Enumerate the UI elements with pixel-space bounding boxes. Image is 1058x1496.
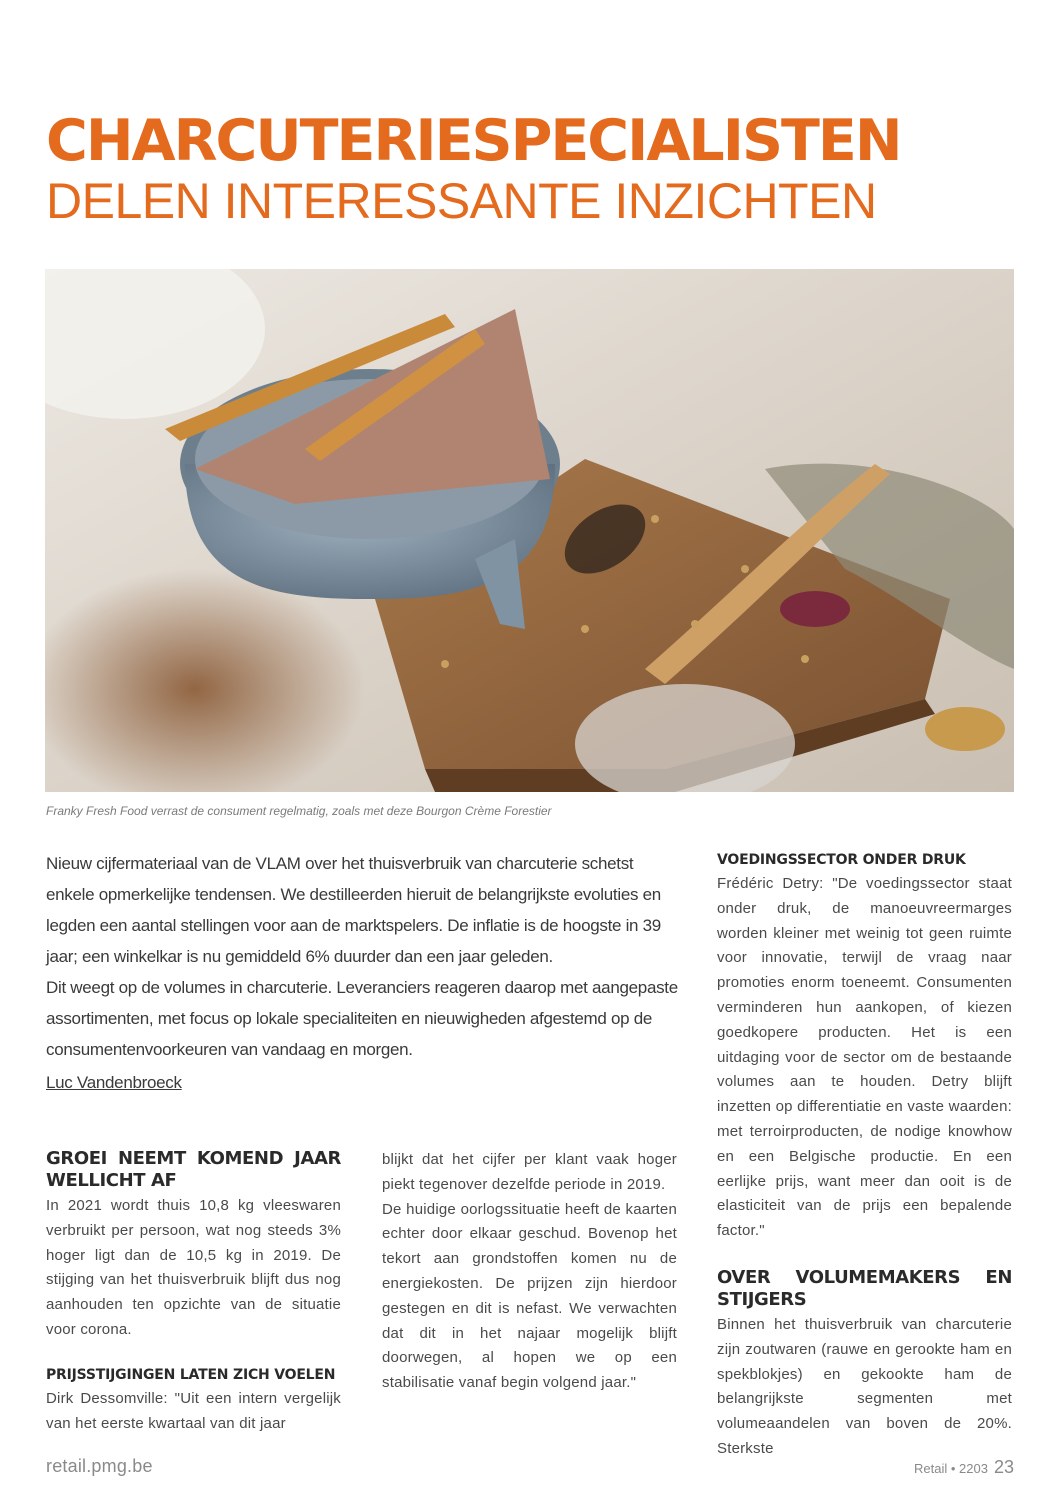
page-number: 23 — [993, 1457, 1014, 1477]
article-photo — [45, 269, 1014, 792]
website-link[interactable]: retail.pmg.be — [46, 1456, 153, 1476]
intro-paragraph-1: Nieuw cijfermateriaal van de VLAM over het thuisverbruik van charcuterie schetst enkele opmerkelijke tendensen. We destilleerden hieruit de belangrijkste evoluties en legden een aantal stellingen voor aan de marktspelers. De inflatie is de hoogste in 39 jaar; een winkelkar is nu gemiddeld 6% duurder dan een jaar geleden. — [46, 854, 661, 966]
intro-paragraph-2: Dit weegt op de volumes in charcuterie. Leveranciers reageren daarop met aangepaste assortimenten, met focus op lokale specialiteiten en nieuwigheden afgestemd op de consumentenvoorkeuren van vandaag en morgen. — [46, 978, 678, 1059]
section-heading-groei: GROEI NEEMT KOMEND JAAR WELLICHT AF — [46, 1148, 341, 1191]
col2-paragraph-1: blijkt dat het cijfer per klant vaak hoger piekt tegenover dezelfde periode in 2019. — [382, 1151, 677, 1193]
author-link[interactable]: Luc Vandenbroeck — [46, 1073, 182, 1092]
column-3 — [717, 850, 1012, 1462]
col3-paragraph-1: Frédéric Detry: "De voedingssector staat onder druk, de manoeuvreermarges worden kleiner met weinig tot geen ruimte voor innovatie, terwijl de vraag naar promoties enorm toeneemt. Consumenten verminderen hun aankopen, of kiezen goedkopere producten. Het is een uitdaging voor de sector om de bestaande volumes aan te houden. Detry blijft inzetten op differentiatie en vaste waarden: met terroirproducten, de nodige knowhow en een Belgische productie. En een eerlijke prijs, want meer dan ooit is de elasticiteit van de prijs een bepalende factor." — [717, 875, 1012, 1240]
article-subtitle: DELEN INTERESSANTE INZICHTEN — [46, 173, 877, 229]
col1-paragraph-1: In 2021 wordt thuis 10,8 kg vleeswaren verbruikt per persoon, wat nog steeds 3% hoger ligt dan de 10,5 kg in 2019. De stijging van het thuisverbruik blijft dus nog aanhouden ten opzichte van de situatie voor corona. — [46, 1197, 341, 1338]
col3-paragraph-2: Binnen het thuisverbruik van charcuterie zijn zoutwaren (rauwe en gerookte ham en spekblokjes) en gekookte ham de belangrijkste segmenten met volumeaandelen van boven de 20%. Sterkste — [717, 1315, 1012, 1457]
article-title: CHARCUTERIESPECIALISTEN — [46, 108, 901, 174]
page-footer — [914, 1457, 1014, 1478]
section-subheading-prijsstijgingen: PRIJSSTIJGINGEN LATEN ZICH VOELEN — [46, 1366, 336, 1383]
photo-caption: Franky Fresh Food verrast de consument regelmatig, zoals met deze Bourgon Crème Forestier — [46, 804, 552, 818]
col1-paragraph-2: Dirk Dessomville: "Uit een intern vergelijk van het eerste kwartaal van dit jaar — [46, 1389, 341, 1432]
magazine-issue: Retail • 2203 — [914, 1461, 988, 1476]
column-1 — [46, 1148, 341, 1436]
food-photo-icon — [45, 269, 1014, 792]
section-heading-voedingssector: VOEDINGSSECTOR ONDER DRUK — [717, 852, 966, 868]
article-intro — [46, 848, 686, 1065]
column-2 — [382, 1148, 677, 1396]
col2-paragraph-2: De huidige oorlogssituatie heeft de kaarten echter door elkaar geschud. Bovenop het tekort aan grondstoffen komen nu de energiekosten. De prijzen zijn hierdoor gestegen en dit is nefast. We verwachten dat dit in het najaar mogelijk blijft doorwegen, al hopen we op een stabilisatie vanaf begin volgend jaar." — [382, 1200, 677, 1392]
section-heading-volumemakers: OVER VOLUMEMAKERS EN STIJGERS — [717, 1266, 1012, 1310]
